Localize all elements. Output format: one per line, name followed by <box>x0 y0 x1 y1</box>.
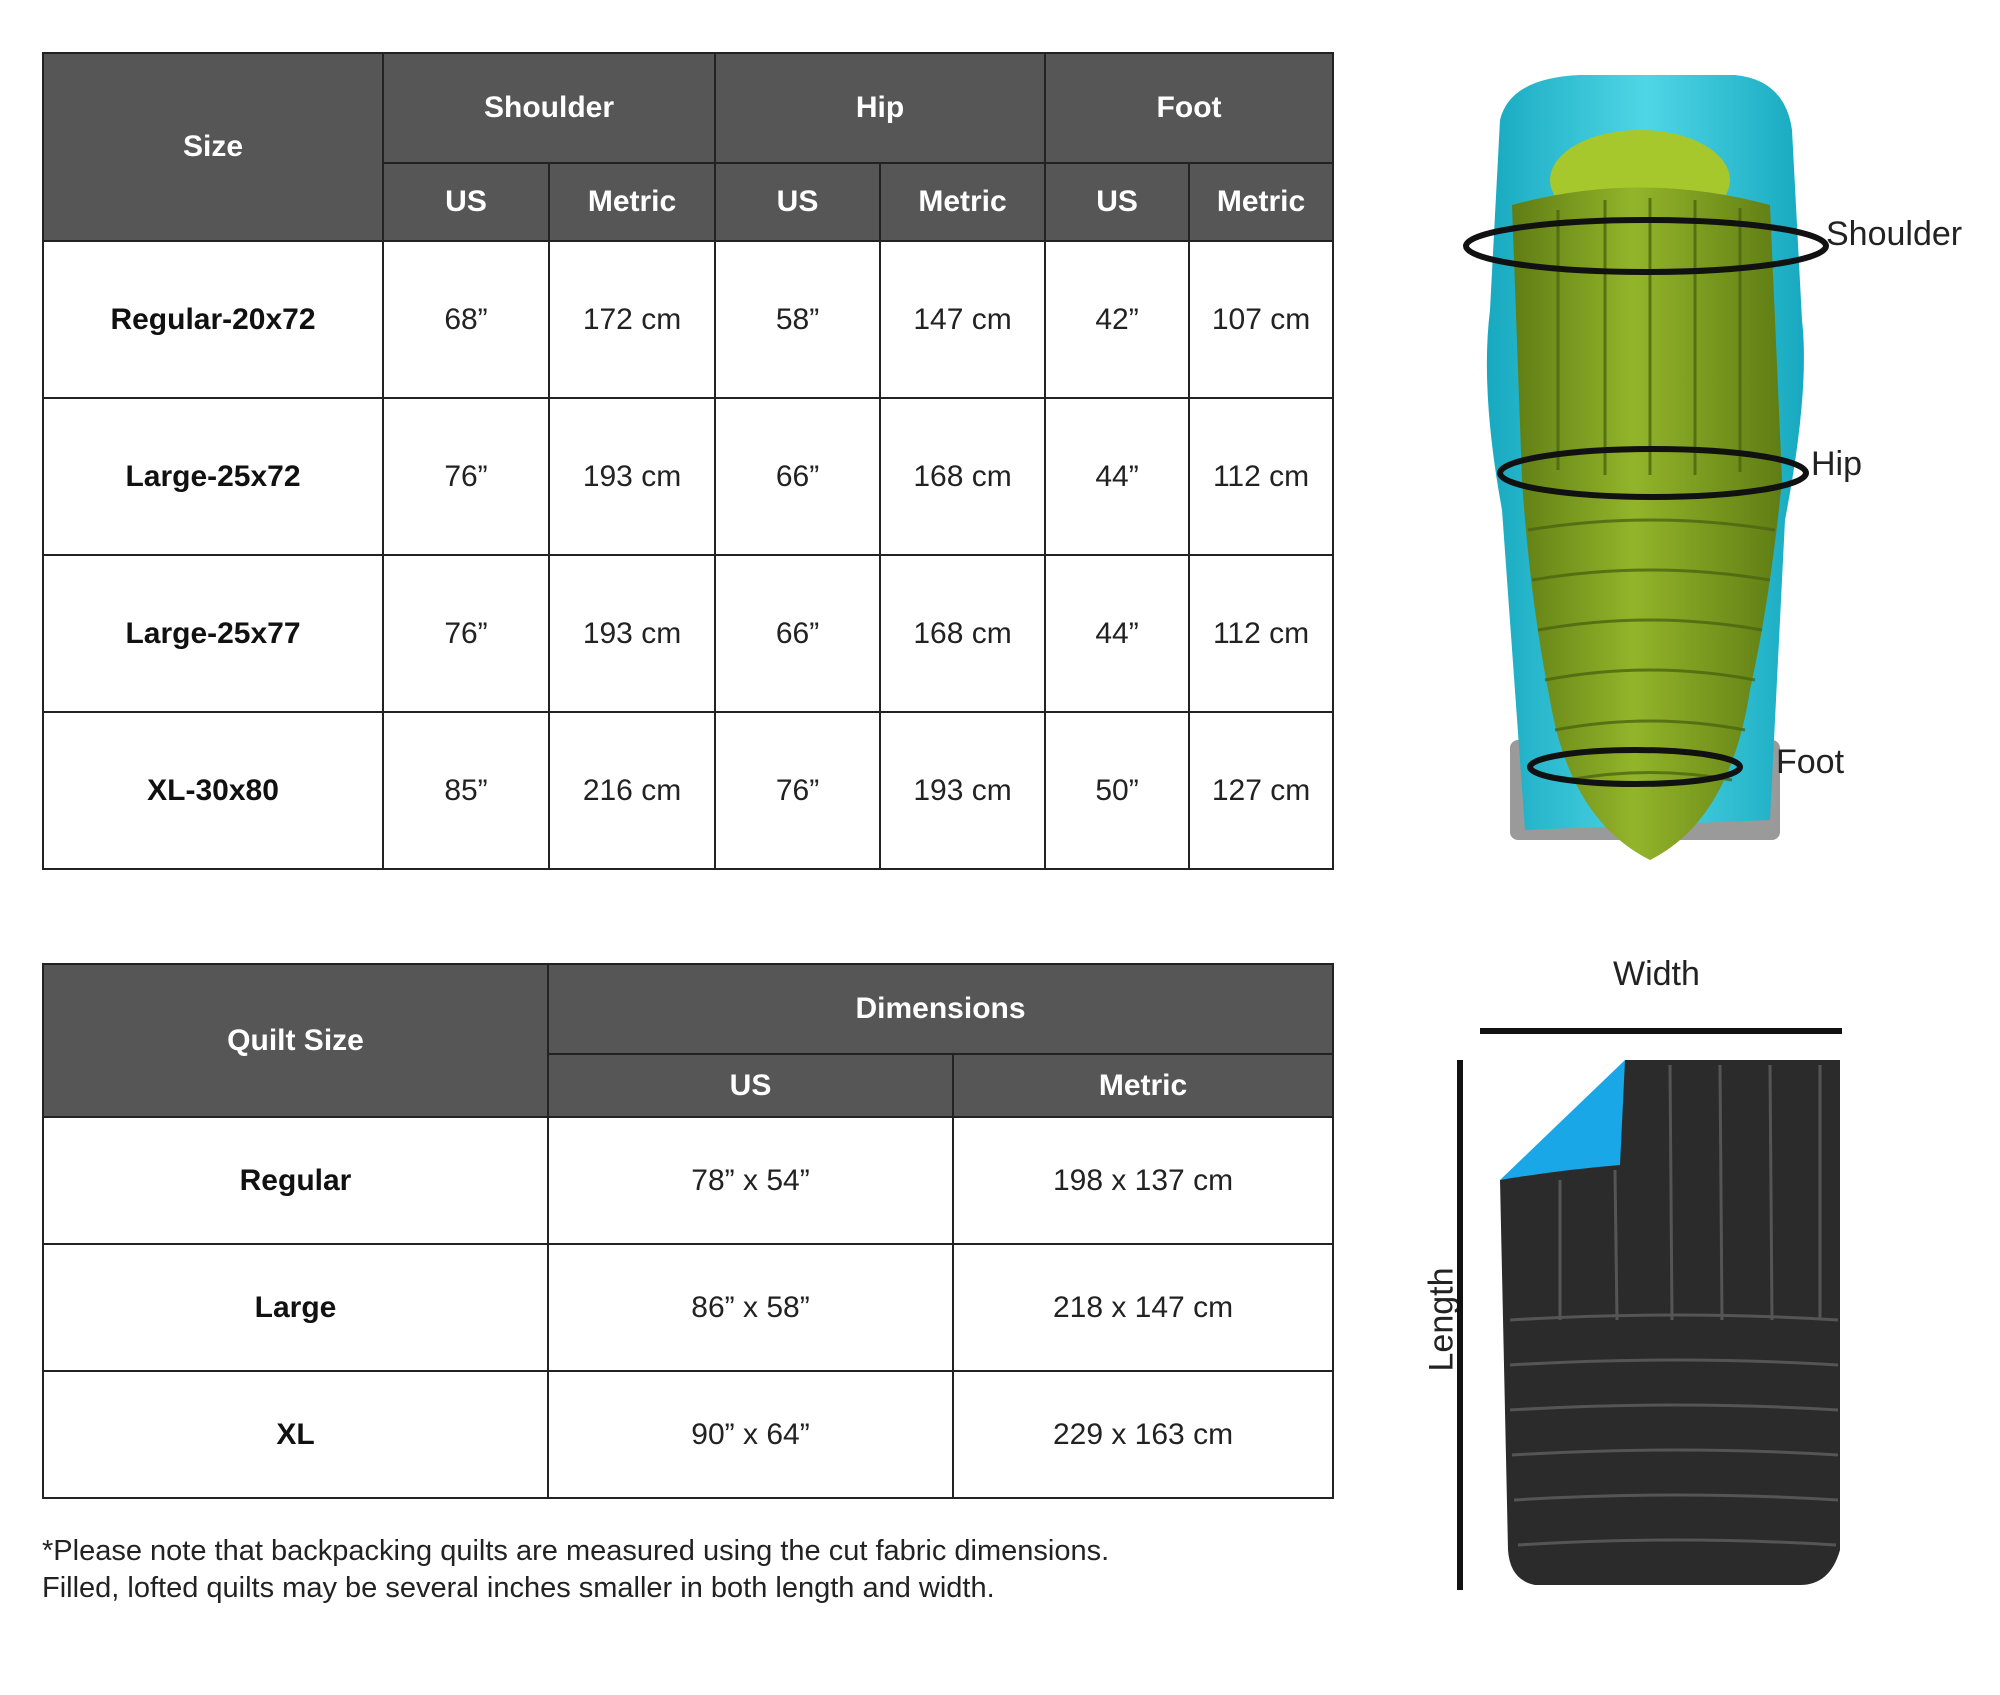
shoulder-label: Shoulder <box>1826 215 1963 253</box>
size-cell: XL-30x80 <box>43 712 383 869</box>
size-cell: Regular-20x72 <box>43 241 383 398</box>
hip-label: Hip <box>1811 445 1863 483</box>
quilt-size-cell: Large <box>43 1244 548 1371</box>
foot-metric-cell: 127 cm <box>1189 712 1333 869</box>
shoulder-metric-cell: 172 cm <box>549 241 715 398</box>
size-cell: Large-25x77 <box>43 555 383 712</box>
hip-metric-cell: 168 cm <box>880 555 1045 712</box>
quilt-us-cell: 78” x 54” <box>548 1117 953 1244</box>
shoulder-metric-cell: 216 cm <box>549 712 715 869</box>
quilt-metric-cell: 229 x 163 cm <box>953 1371 1333 1498</box>
hip-us-cell: 66” <box>715 555 880 712</box>
sleeping-bag-illustration <box>1440 60 2000 890</box>
quilt-illustration <box>1440 1020 1860 1610</box>
table-row <box>43 241 1333 398</box>
hip-metric-cell: 147 cm <box>880 241 1045 398</box>
foot-us-cell: 44” <box>1045 555 1189 712</box>
hip-us-cell: 66” <box>715 398 880 555</box>
quilt-us-cell: 86” x 58” <box>548 1244 953 1371</box>
shoulder-metric-cell: 193 cm <box>549 398 715 555</box>
shoulder-us-cell: 68” <box>383 241 549 398</box>
foot-metric-cell: 112 cm <box>1189 555 1333 712</box>
table-row <box>43 1244 1333 1371</box>
shoulder-us-cell: 85” <box>383 712 549 869</box>
shoulder-us-cell: 76” <box>383 555 549 712</box>
note-line-2: Filled, lofted quilts may be several inches smaller in both length and width. <box>42 1572 995 1604</box>
quilt-metric-header: Metric <box>953 1054 1333 1117</box>
foot-metric-cell: 107 cm <box>1189 241 1333 398</box>
foot-metric-header: Metric <box>1189 163 1333 241</box>
note-line-1: *Please note that backpacking quilts are measured using the cut fabric dimensions. <box>42 1535 1110 1567</box>
hip-metric-header: Metric <box>880 163 1045 241</box>
hip-us-cell: 58” <box>715 241 880 398</box>
foot-metric-cell: 112 cm <box>1189 398 1333 555</box>
quilt-size-cell: XL <box>43 1371 548 1498</box>
shoulder-header: Shoulder <box>383 53 715 163</box>
foot-us-cell: 44” <box>1045 398 1189 555</box>
shoulder-metric-cell: 193 cm <box>549 555 715 712</box>
measurement-note <box>42 1533 1342 1607</box>
quilt-metric-cell: 198 x 137 cm <box>953 1117 1333 1244</box>
table-row <box>43 1371 1333 1498</box>
table-row <box>43 1117 1333 1244</box>
length-label: Length <box>1422 1267 1461 1372</box>
hip-us-header: US <box>715 163 880 241</box>
quilt-size-header: Quilt Size <box>43 964 548 1117</box>
foot-us-header: US <box>1045 163 1189 241</box>
shoulder-us-cell: 76” <box>383 398 549 555</box>
table-row <box>43 398 1333 555</box>
shoulder-us-header: US <box>383 163 549 241</box>
foot-label: Foot <box>1776 743 1845 781</box>
size-header: Size <box>43 53 383 241</box>
hip-us-cell: 76” <box>715 712 880 869</box>
dimensions-header: Dimensions <box>548 964 1333 1054</box>
quilt-size-cell: Regular <box>43 1117 548 1244</box>
hip-metric-cell: 168 cm <box>880 398 1045 555</box>
width-label: Width <box>1613 955 1700 993</box>
sleeping-bag-size-table <box>42 52 1334 870</box>
quilt-size-table <box>42 963 1334 1499</box>
quilt-metric-cell: 218 x 147 cm <box>953 1244 1333 1371</box>
foot-us-cell: 42” <box>1045 241 1189 398</box>
shoulder-metric-header: Metric <box>549 163 715 241</box>
hip-header: Hip <box>715 53 1045 163</box>
table-row <box>43 712 1333 869</box>
quilt-us-header: US <box>548 1054 953 1117</box>
hip-metric-cell: 193 cm <box>880 712 1045 869</box>
foot-header: Foot <box>1045 53 1333 163</box>
quilt-us-cell: 90” x 64” <box>548 1371 953 1498</box>
table-row <box>43 555 1333 712</box>
foot-us-cell: 50” <box>1045 712 1189 869</box>
size-cell: Large-25x72 <box>43 398 383 555</box>
